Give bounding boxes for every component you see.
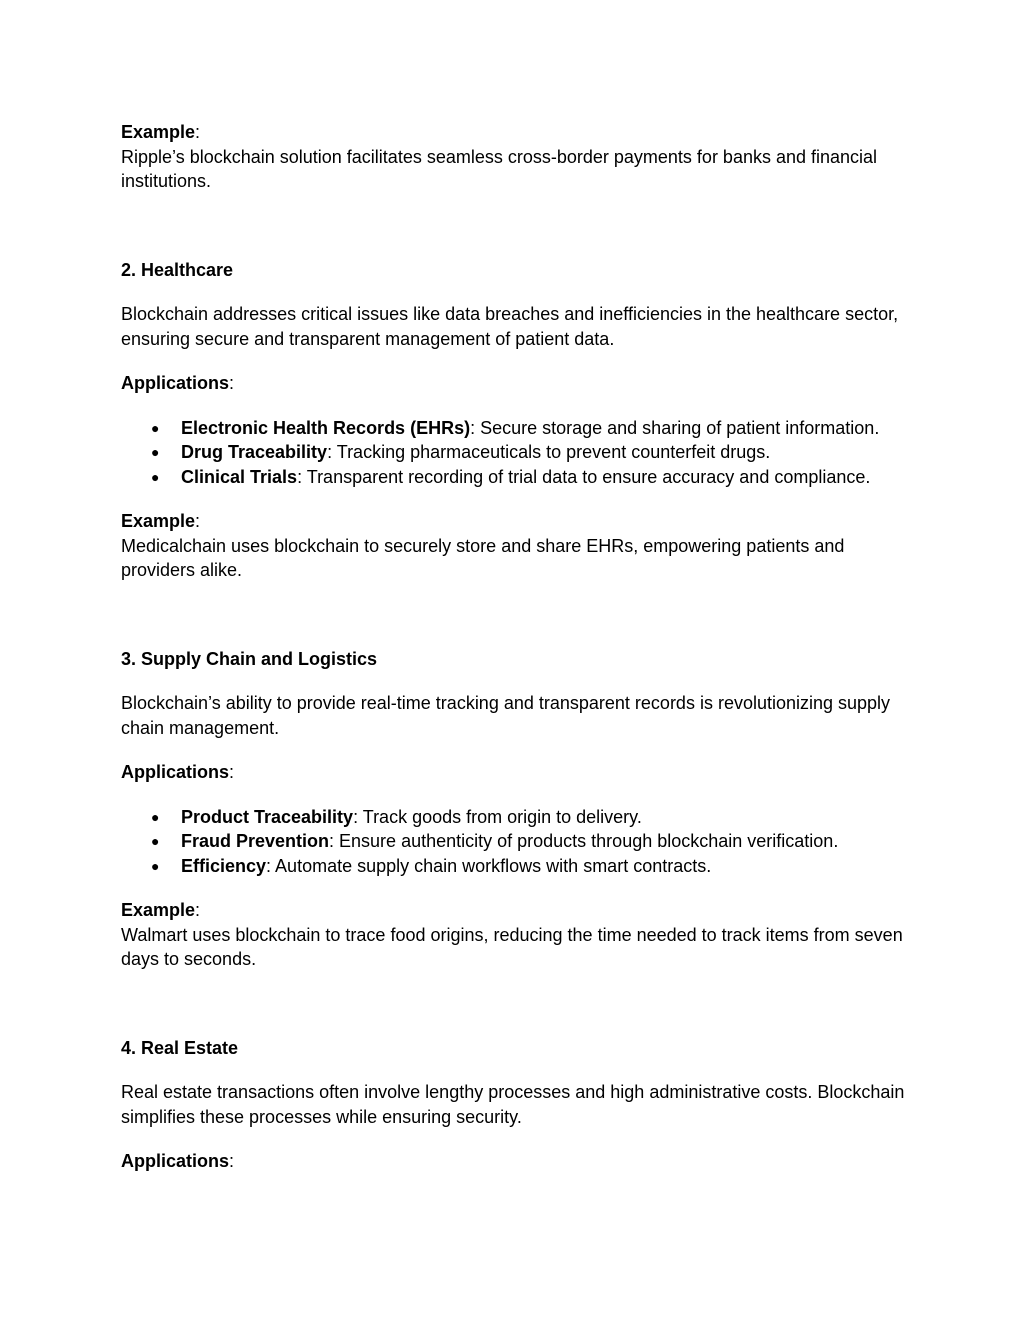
bullet-icon: ● [151, 419, 160, 436]
example-text-healthcare: Medicalchain uses blockchain to securely store and share EHRs, empowering patients and providers alike. [121, 535, 845, 580]
section-description-healthcare: Blockchain addresses critical issues like data breaches and inefficiencies in the healthcare sector, ensuring secure and transparent management of patient data. [121, 304, 899, 349]
list-item [121, 829, 911, 854]
list-item-text: : Track goods from origin to delivery. [353, 806, 642, 827]
list-item-term: Electronic Health Records (EHRs) [181, 417, 471, 438]
list-item [121, 854, 911, 879]
bullet-icon: ● [151, 808, 160, 825]
bullet-icon: ● [151, 468, 160, 485]
section-heading-supply-chain: 3. Supply Chain and Logistics [121, 648, 378, 669]
section-description-real-estate: Real estate transactions often involve lengthy processes and high administrative costs. Blockchain simplifies these processes while ensuring security. [121, 1082, 905, 1127]
applications-colon: : [229, 1151, 235, 1171]
intro-example-label-line [121, 120, 911, 145]
list-item-term: Drug Traceability [181, 442, 328, 462]
list-item [121, 440, 911, 465]
applications-list-supply-chain [121, 805, 911, 879]
applications-label-text: Applications [121, 373, 230, 393]
list-item-text: : Automate supply chain workflows with smart contracts. [266, 855, 712, 876]
applications-label-text: Applications [121, 1151, 230, 1171]
list-item-text: : Secure storage and sharing of patient information. [470, 417, 880, 438]
example-text-supply-chain: Walmart uses blockchain to trace food origins, reducing the time needed to track items from seven days to seconds. [121, 924, 903, 969]
bullet-icon: ● [151, 857, 160, 874]
section-description-supply-chain: Blockchain’s ability to provide real-time tracking and transparent records is revolutionizing supply chain management. [121, 693, 891, 738]
list-item-text: : Transparent recording of trial data to ensure accuracy and compliance. [297, 466, 871, 487]
example-colon: : [195, 511, 201, 531]
list-item-term: Fraud Prevention [181, 831, 330, 851]
list-item-term: Clinical Trials [181, 466, 298, 487]
example-label-line-healthcare [121, 509, 911, 534]
applications-label-supply-chain [121, 760, 911, 785]
example-label-line-supply-chain [121, 898, 911, 923]
list-item-text: : Tracking pharmaceuticals to prevent counterfeit drugs. [327, 442, 771, 462]
section-heading-real-estate: 4. Real Estate [121, 1037, 239, 1058]
applications-list-healthcare [121, 416, 911, 490]
bullet-icon: ● [151, 833, 160, 849]
list-item [121, 805, 911, 830]
applications-colon: : [229, 373, 235, 393]
bullet-icon: ● [151, 444, 160, 460]
intro-example-text: Ripple’s blockchain solution facilitates seamless cross-border payments for banks and financial institutions. [121, 146, 878, 191]
list-item-term: Efficiency [181, 855, 267, 876]
example-label: Example [121, 900, 196, 920]
applications-colon: : [229, 762, 235, 782]
list-item [121, 416, 911, 441]
example-colon: : [195, 900, 201, 920]
document-page [121, 120, 911, 1174]
list-item [121, 465, 911, 490]
applications-label-real-estate [121, 1149, 911, 1174]
list-item-text: : Ensure authenticity of products through blockchain verification. [329, 831, 839, 851]
section-heading-healthcare: 2. Healthcare [121, 259, 234, 280]
applications-label-text: Applications [121, 762, 230, 782]
list-item-term: Product Traceability [181, 806, 354, 827]
intro-example-colon: : [195, 122, 201, 142]
applications-label-healthcare [121, 371, 911, 396]
example-label: Example [121, 511, 196, 531]
intro-example-label: Example [121, 122, 196, 142]
